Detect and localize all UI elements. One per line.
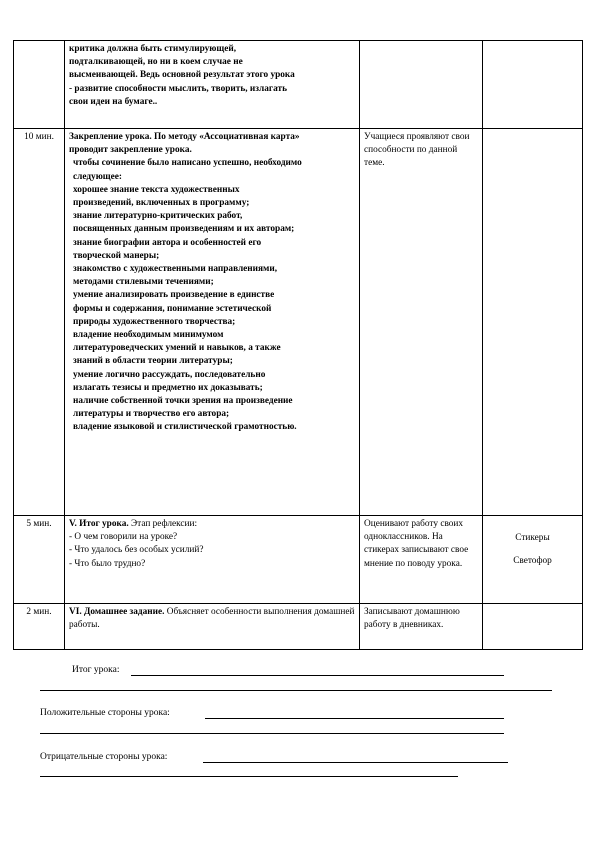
teacher-activity-cell [65,129,360,516]
table-row [14,516,583,604]
teacher-activity-cell [65,516,360,604]
text-line: высмеивающей. Ведь основной результат этого урока [69,70,295,81]
student-activity-cell: Записывают домашнюю работу в дневниках. [360,604,483,650]
text-line: хорошее знание текста художественных [73,184,240,195]
stage-subtitle: Этап рефлексии: [131,519,198,529]
summary-negative-label: Отрицательные стороны урока: [40,752,168,762]
student-activity-cell [360,41,483,129]
fill-line [40,733,504,734]
text-line: подталкивающей, но ни в коем случае не [69,57,243,68]
text-line: критика должна быть стимулирующей, [69,44,237,54]
text-line: знакомство с художественными направлениями, [73,264,278,275]
text-line: следующее: [73,171,122,182]
text-line: методами стилевыми течениями; [73,277,214,288]
text-line: владение языковой и стилистической грамотностью. [73,422,297,433]
text-line: посвященных данным произведениям и их авторам; [73,224,295,235]
text-line: знание биографии автора и особенностей его [73,237,262,248]
fill-line [40,690,552,691]
text-line: свои идеи на бумаге.. [69,96,158,107]
time-cell: 5 мин. [14,516,65,604]
stage-subtitle: Объясняет особенности выполнения домашней работы. [69,607,355,631]
text-line: проводит закрепление урока. [69,145,192,156]
resources-cell [483,604,583,650]
text-line: литературоведческих умений и навыков, а также [73,343,281,354]
question-line: - Что удалось без особых усилий? [69,545,204,556]
summary-result-label: Итог урока: [72,665,120,675]
text-line: умение анализировать произведение в единстве [73,290,275,301]
text-line: творческой манеры; [73,250,160,261]
text-line: наличие собственной точки зрения на произведение [73,396,293,407]
stage-heading [69,518,355,531]
text-line: формы и содержания, понимание эстетической [73,303,272,314]
fill-line [203,762,508,763]
teacher-activity-cell [65,41,360,129]
time-cell: 2 мин. [14,604,65,650]
table-row [14,604,583,650]
text-line: литературы и творчество его автора; [73,409,230,420]
text-line: умение логично рассуждать, последовательно [73,369,266,380]
stage-title: V. Итог урока. [69,519,129,529]
resources-cell [483,516,583,604]
resource-stickers: Стикеры [515,533,550,543]
student-activity-cell: Учащиеся проявляют свои способности по данной теме. [360,129,483,516]
time-cell: 10 мин. [14,129,65,516]
stage-title: VI. Домашнее задание. [69,607,165,617]
fill-line [131,675,504,676]
text-line: природы художественного творчества; [73,316,236,327]
question-line: - Что было трудно? [69,558,146,569]
question-line: - О чем говорили на уроке? [69,532,178,543]
teacher-activity-cell [65,604,360,650]
time-cell [14,41,65,129]
resource-traffic-light: Светофор [513,556,552,567]
resources-cell [483,41,583,129]
table-row [14,129,583,516]
text-line: владение необходимым минимумом [73,330,224,341]
table-row [14,41,583,129]
text-line: чтобы сочинение было написано успешно, необходимо [73,158,302,169]
text-line: произведений, включенных в программу; [73,198,250,209]
resources-cell [483,129,583,516]
text-line: знание литературно-критических работ, [73,211,243,222]
summary-positive-label: Положительные стороны урока: [40,708,170,718]
fill-line [205,718,504,719]
text-line: - развитие способности мыслить, творить, излагать [69,83,287,94]
student-activity-cell: Оценивают работу своих одноклассников. На стикерах записывают свое мнение по поводу урока. [360,516,483,604]
fill-line [40,776,458,777]
text-line: знаний в области теории литературы; [73,356,233,367]
text-line: Закрепление урока. По методу «Ассоциативная карта» [69,132,300,142]
text-line: излагать тезисы и предметно их доказывать; [73,382,263,393]
lesson-plan-table [13,40,583,650]
